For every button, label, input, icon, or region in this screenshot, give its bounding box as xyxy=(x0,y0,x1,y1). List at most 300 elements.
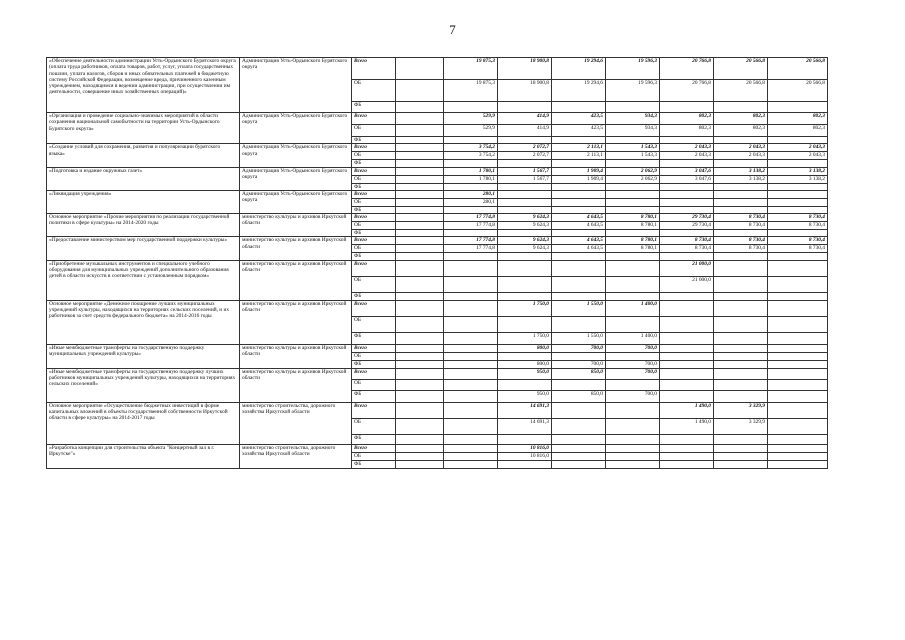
amount-cell: 800,0 xyxy=(498,360,552,368)
amount-cell xyxy=(396,167,444,175)
amount-cell: 10 816,0 xyxy=(498,452,552,460)
amount-cell xyxy=(606,402,660,418)
amount-cell xyxy=(444,352,498,360)
funding-source-label: ФБ xyxy=(352,183,396,190)
amount-cell: 8 780,1 xyxy=(606,222,660,230)
amount-cell xyxy=(396,360,444,368)
funding-source-label: ОБ xyxy=(352,125,396,137)
amount-cell: 8 730,4 xyxy=(768,222,828,230)
amount-cell xyxy=(444,316,498,332)
executor-name: Администрация Усть-Ордынского Бурятского округа xyxy=(240,167,352,190)
amount-cell: 850,0 xyxy=(552,390,606,402)
amount-cell xyxy=(444,206,498,213)
funding-source-label: ОБ xyxy=(352,316,396,332)
amount-cell: 934,3 xyxy=(606,125,660,137)
amount-cell xyxy=(768,137,828,144)
amount-cell xyxy=(552,190,606,198)
amount-cell: 1 780,1 xyxy=(444,175,498,183)
funding-source-label: ОБ xyxy=(352,222,396,230)
amount-cell: 3 138,2 xyxy=(768,167,828,175)
amount-cell: 950,0 xyxy=(498,368,552,379)
amount-cell: 20 566,8 xyxy=(768,58,828,80)
amount-cell: 8 730,4 xyxy=(768,214,828,222)
amount-cell: 20 766,8 xyxy=(660,80,714,102)
amount-cell: 9 624,3 xyxy=(498,214,552,222)
amount-cell xyxy=(396,160,444,167)
amount-cell xyxy=(396,58,444,80)
amount-cell xyxy=(396,402,444,418)
funding-source-label: ФБ xyxy=(352,206,396,213)
amount-cell xyxy=(444,434,498,444)
amount-cell xyxy=(768,390,828,402)
amount-cell xyxy=(606,190,660,198)
amount-cell xyxy=(606,183,660,190)
executor-name: министерство культуры и архивов Иркутской области xyxy=(240,368,352,402)
activity-name: «Предоставление министерством мер государственной поддержки культуры» xyxy=(47,237,240,260)
amount-cell xyxy=(444,344,498,352)
amount-cell: 1 550,0 xyxy=(552,332,606,344)
amount-cell: 700,0 xyxy=(552,344,606,352)
executor-name: министерство культуры и архивов Иркутской области xyxy=(240,237,352,260)
amount-cell xyxy=(444,183,498,190)
amount-cell xyxy=(552,434,606,444)
amount-cell: 8 730,4 xyxy=(768,245,828,253)
funding-source-label: Всего xyxy=(352,190,396,198)
amount-cell: 414,9 xyxy=(498,125,552,137)
amount-cell xyxy=(714,183,768,190)
amount-cell: 3 047,6 xyxy=(660,167,714,175)
amount-cell: 2 072,7 xyxy=(498,144,552,152)
amount-cell: 14 691,3 xyxy=(498,402,552,418)
amount-cell xyxy=(396,175,444,183)
activity-name: «Ликвидация учреждения» xyxy=(47,190,240,213)
amount-cell xyxy=(714,316,768,332)
amount-cell xyxy=(660,368,714,379)
amount-cell xyxy=(552,206,606,213)
amount-cell xyxy=(714,344,768,352)
amount-cell: 2 043,3 xyxy=(768,152,828,160)
amount-cell xyxy=(768,300,828,316)
funding-source-label: ОБ xyxy=(352,198,396,206)
amount-cell: 2 043,3 xyxy=(768,144,828,152)
amount-cell xyxy=(660,198,714,206)
amount-cell: 2 072,7 xyxy=(498,152,552,160)
amount-cell xyxy=(768,260,828,276)
amount-cell xyxy=(444,368,498,379)
amount-cell: 3 754,2 xyxy=(444,144,498,152)
amount-cell: 423,5 xyxy=(552,113,606,125)
activity-name: Основное мероприятие «Денежное поощрение лучших муниципальных учреждений культуры, находящихся на территориях сельских поселений, и их работников за счет средств федерального бюджета» на 2014-2016 годы xyxy=(47,300,240,344)
amount-cell: 700,0 xyxy=(552,360,606,368)
amount-cell xyxy=(498,253,552,260)
amount-cell xyxy=(768,434,828,444)
amount-cell xyxy=(714,137,768,144)
amount-cell xyxy=(396,80,444,102)
amount-cell xyxy=(606,160,660,167)
amount-cell xyxy=(552,379,606,390)
amount-cell: 802,3 xyxy=(714,125,768,137)
amount-cell: 3 138,2 xyxy=(768,175,828,183)
amount-cell xyxy=(714,352,768,360)
amount-cell xyxy=(396,113,444,125)
amount-cell: 8 780,1 xyxy=(606,214,660,222)
amount-cell xyxy=(714,452,768,460)
amount-cell: 29 730,4 xyxy=(660,214,714,222)
funding-source-label: Всего xyxy=(352,113,396,125)
amount-cell xyxy=(714,102,768,113)
amount-cell xyxy=(552,260,606,276)
amount-cell xyxy=(498,137,552,144)
amount-cell: 1 543,3 xyxy=(606,152,660,160)
amount-cell xyxy=(444,292,498,300)
funding-source-label: ОБ xyxy=(352,418,396,434)
table-row xyxy=(47,58,828,80)
amount-cell: 3 047,6 xyxy=(660,175,714,183)
amount-cell xyxy=(552,160,606,167)
amount-cell xyxy=(396,332,444,344)
funding-source-label: Всего xyxy=(352,444,396,452)
amount-cell xyxy=(552,230,606,237)
amount-cell xyxy=(714,434,768,444)
amount-cell: 17 774,8 xyxy=(444,237,498,245)
activity-name: «Иные межбюджетные трансферты на государственную поддержку лучших работников муниципальных учреждений культуры, находящихся на территориях сельских поселений» xyxy=(47,368,240,402)
amount-cell xyxy=(444,452,498,460)
amount-cell xyxy=(396,102,444,113)
amount-cell: 1 550,0 xyxy=(552,300,606,316)
amount-cell xyxy=(606,102,660,113)
amount-cell xyxy=(552,460,606,468)
amount-cell: 19 294,6 xyxy=(552,58,606,80)
amount-cell: 9 624,3 xyxy=(498,245,552,253)
amount-cell: 802,3 xyxy=(768,125,828,137)
amount-cell: 1 750,0 xyxy=(498,300,552,316)
amount-cell: 17 774,8 xyxy=(444,214,498,222)
amount-cell: 1 567,7 xyxy=(498,175,552,183)
executor-name: Администрация Усть-Ордынского Бурятского округа xyxy=(240,58,352,113)
amount-cell xyxy=(606,352,660,360)
funding-source-label: ФБ xyxy=(352,160,396,167)
amount-cell: 8 780,1 xyxy=(606,237,660,245)
amount-cell: 14 691,3 xyxy=(498,418,552,434)
amount-cell xyxy=(498,198,552,206)
amount-cell xyxy=(444,390,498,402)
amount-cell xyxy=(552,183,606,190)
table-row xyxy=(47,113,828,125)
amount-cell xyxy=(606,198,660,206)
amount-cell xyxy=(444,332,498,344)
amount-cell xyxy=(660,360,714,368)
amount-cell: 700,0 xyxy=(606,390,660,402)
amount-cell xyxy=(396,198,444,206)
amount-cell: 17 774,8 xyxy=(444,222,498,230)
funding-source-label: ОБ xyxy=(352,245,396,253)
amount-cell xyxy=(552,276,606,292)
amount-cell xyxy=(498,434,552,444)
amount-cell xyxy=(552,102,606,113)
amount-cell: 2 113,1 xyxy=(552,144,606,152)
amount-cell xyxy=(444,230,498,237)
amount-cell xyxy=(768,253,828,260)
table-row xyxy=(47,402,828,418)
amount-cell xyxy=(396,379,444,390)
executor-name: министерство строительства, дорожного хозяйства Иркутской области xyxy=(240,444,352,468)
amount-cell xyxy=(714,332,768,344)
funding-source-label: Всего xyxy=(352,214,396,222)
amount-cell xyxy=(714,444,768,452)
amount-cell: 21 000,0 xyxy=(660,260,714,276)
table-row xyxy=(47,444,828,452)
amount-cell: 414,9 xyxy=(498,113,552,125)
amount-cell xyxy=(768,379,828,390)
amount-cell xyxy=(768,360,828,368)
amount-cell xyxy=(606,444,660,452)
funding-source-label: Всего xyxy=(352,300,396,316)
amount-cell xyxy=(444,444,498,452)
amount-cell xyxy=(444,418,498,434)
funding-source-label: Всего xyxy=(352,237,396,245)
amount-cell: 1 909,4 xyxy=(552,175,606,183)
amount-cell xyxy=(552,292,606,300)
funding-source-label: ФБ xyxy=(352,102,396,113)
funding-source-label: ФБ xyxy=(352,434,396,444)
amount-cell xyxy=(396,316,444,332)
amount-cell xyxy=(552,198,606,206)
amount-cell xyxy=(714,253,768,260)
amount-cell xyxy=(444,460,498,468)
amount-cell xyxy=(606,316,660,332)
amount-cell xyxy=(768,402,828,418)
amount-cell xyxy=(768,460,828,468)
amount-cell xyxy=(396,452,444,460)
funding-source-label: Всего xyxy=(352,402,396,418)
amount-cell xyxy=(606,137,660,144)
amount-cell: 17 774,8 xyxy=(444,245,498,253)
amount-cell xyxy=(660,253,714,260)
amount-cell: 19 875,3 xyxy=(444,58,498,80)
amount-cell xyxy=(714,390,768,402)
amount-cell: 802,3 xyxy=(660,125,714,137)
funding-source-label: ОБ xyxy=(352,276,396,292)
amount-cell xyxy=(660,444,714,452)
table-row xyxy=(47,260,828,276)
amount-cell xyxy=(768,230,828,237)
amount-cell: 4 643,5 xyxy=(552,222,606,230)
amount-cell: 29 730,4 xyxy=(660,222,714,230)
amount-cell: 700,0 xyxy=(606,368,660,379)
funding-source-label: Всего xyxy=(352,368,396,379)
amount-cell xyxy=(660,292,714,300)
amount-cell: 280,1 xyxy=(444,190,498,198)
amount-cell xyxy=(396,276,444,292)
amount-cell xyxy=(396,237,444,245)
budget-table xyxy=(46,57,828,469)
activity-name: «Создание условий для сохранения, развития и популяризации бурятского языка» xyxy=(47,144,240,167)
activity-name: «Обеспечение деятельности администрации Усть-Ордынского Бурятского округа (оплата труда работников, оплата товаров, работ, услуг, уплата государственных пошлин, уплата налогов, сборов и иных обязательных платежей в бюджетную систему Российской Федерации, возмещение вреда, причиненного казенным учреждением, находящимся в ведении администрации, при осуществлении им деятельности, совершение иных хозяйственных операций)» xyxy=(47,58,240,113)
amount-cell: 802,3 xyxy=(768,113,828,125)
amount-cell: 19 596,3 xyxy=(606,58,660,80)
amount-cell: 802,3 xyxy=(660,113,714,125)
funding-source-label: ОБ xyxy=(352,80,396,102)
funding-source-label: Всего xyxy=(352,167,396,175)
amount-cell xyxy=(396,125,444,137)
amount-cell xyxy=(768,368,828,379)
amount-cell: 8 730,4 xyxy=(714,214,768,222)
amount-cell xyxy=(444,253,498,260)
amount-cell: 529,9 xyxy=(444,125,498,137)
amount-cell: 4 643,5 xyxy=(552,214,606,222)
amount-cell xyxy=(444,137,498,144)
amount-cell xyxy=(498,206,552,213)
executor-name: Администрация Усть-Ордынского Бурятского округа xyxy=(240,144,352,167)
funding-source-label: ФБ xyxy=(352,460,396,468)
amount-cell xyxy=(498,460,552,468)
amount-cell xyxy=(606,260,660,276)
amount-cell: 3 329,9 xyxy=(714,402,768,418)
amount-cell xyxy=(660,316,714,332)
amount-cell xyxy=(444,402,498,418)
funding-source-label: ФБ xyxy=(352,230,396,237)
amount-cell xyxy=(660,137,714,144)
amount-cell xyxy=(768,444,828,452)
amount-cell xyxy=(498,316,552,332)
amount-cell: 3 138,2 xyxy=(714,167,768,175)
amount-cell xyxy=(552,253,606,260)
amount-cell xyxy=(714,379,768,390)
amount-cell xyxy=(552,352,606,360)
amount-cell xyxy=(396,292,444,300)
amount-cell: 8 730,4 xyxy=(714,237,768,245)
amount-cell: 2 043,3 xyxy=(660,144,714,152)
amount-cell: 1 780,1 xyxy=(444,167,498,175)
funding-source-label: Всего xyxy=(352,344,396,352)
amount-cell xyxy=(768,160,828,167)
amount-cell xyxy=(498,292,552,300)
amount-cell xyxy=(498,190,552,198)
amount-cell xyxy=(444,102,498,113)
activity-name: «Разработка концепции для строительства объекта "Концертный зал в г. Иркутске"» xyxy=(47,444,240,468)
amount-cell xyxy=(606,460,660,468)
funding-source-label: ОБ xyxy=(352,379,396,390)
amount-cell xyxy=(714,198,768,206)
amount-cell xyxy=(660,452,714,460)
amount-cell xyxy=(552,444,606,452)
amount-cell xyxy=(660,160,714,167)
amount-cell xyxy=(660,230,714,237)
amount-cell xyxy=(396,152,444,160)
amount-cell xyxy=(714,160,768,167)
amount-cell xyxy=(498,276,552,292)
funding-source-label: ФБ xyxy=(352,360,396,368)
amount-cell xyxy=(396,418,444,434)
table-row xyxy=(47,368,828,379)
amount-cell: 21 000,0 xyxy=(660,276,714,292)
amount-cell: 1 400,0 xyxy=(606,300,660,316)
amount-cell xyxy=(396,444,444,452)
amount-cell: 2 062,9 xyxy=(606,167,660,175)
amount-cell xyxy=(396,206,444,213)
funding-source-label: Всего xyxy=(352,58,396,80)
amount-cell xyxy=(768,352,828,360)
amount-cell: 8 730,4 xyxy=(660,245,714,253)
amount-cell: 1 490,0 xyxy=(660,418,714,434)
amount-cell: 800,0 xyxy=(498,344,552,352)
amount-cell xyxy=(768,316,828,332)
amount-cell: 8 730,4 xyxy=(660,237,714,245)
activity-name: Основное мероприятие «Осуществление бюджетных инвестиций в форме капитальных вложений в объекты государственной собственности Иркутской области в сфере культуры» на 2014-2017 годы xyxy=(47,402,240,444)
amount-cell xyxy=(660,190,714,198)
executor-name: министерство культуры и архивов Иркутской области xyxy=(240,344,352,368)
amount-cell: 4 643,5 xyxy=(552,245,606,253)
amount-cell: 700,0 xyxy=(606,360,660,368)
funding-source-label: ФБ xyxy=(352,253,396,260)
amount-cell: 2 113,1 xyxy=(552,152,606,160)
amount-cell xyxy=(768,344,828,352)
amount-cell xyxy=(396,214,444,222)
amount-cell: 2 043,3 xyxy=(660,152,714,160)
amount-cell: 700,0 xyxy=(606,344,660,352)
amount-cell xyxy=(606,418,660,434)
table-row xyxy=(47,300,828,316)
amount-cell: 850,0 xyxy=(552,368,606,379)
funding-source-label: ОБ xyxy=(352,352,396,360)
amount-cell xyxy=(396,390,444,402)
amount-cell xyxy=(396,368,444,379)
amount-cell xyxy=(396,260,444,276)
funding-source-label: ФБ xyxy=(352,390,396,402)
amount-cell xyxy=(444,379,498,390)
amount-cell: 2 062,9 xyxy=(606,175,660,183)
amount-cell xyxy=(606,253,660,260)
amount-cell xyxy=(768,418,828,434)
amount-cell xyxy=(714,460,768,468)
amount-cell xyxy=(444,160,498,167)
amount-cell xyxy=(396,434,444,444)
amount-cell xyxy=(606,434,660,444)
amount-cell xyxy=(660,102,714,113)
amount-cell: 19 596,3 xyxy=(606,80,660,102)
amount-cell xyxy=(396,137,444,144)
amount-cell: 529,9 xyxy=(444,113,498,125)
amount-cell xyxy=(660,434,714,444)
amount-cell xyxy=(396,230,444,237)
table-row xyxy=(47,237,828,245)
amount-cell: 2 043,3 xyxy=(714,152,768,160)
amount-cell xyxy=(498,260,552,276)
executor-name: Администрация Усть-Ордынского Бурятского округа xyxy=(240,113,352,144)
amount-cell: 3 329,9 xyxy=(714,418,768,434)
amount-cell: 20 566,8 xyxy=(714,58,768,80)
table-row xyxy=(47,167,828,175)
executor-name: министерство культуры и архивов Иркутской области xyxy=(240,260,352,300)
amount-cell: 1 543,3 xyxy=(606,144,660,152)
amount-cell: 9 624,3 xyxy=(498,237,552,245)
amount-cell xyxy=(396,183,444,190)
amount-cell: 20 566,8 xyxy=(768,80,828,102)
funding-source-label: Всего xyxy=(352,260,396,276)
amount-cell xyxy=(498,379,552,390)
amount-cell xyxy=(606,276,660,292)
amount-cell xyxy=(396,253,444,260)
amount-cell: 18 900,8 xyxy=(498,58,552,80)
amount-cell: 1 490,0 xyxy=(660,402,714,418)
amount-cell xyxy=(606,292,660,300)
amount-cell xyxy=(660,379,714,390)
activity-name: Основное мероприятие «Прочие мероприятия по реализации государственной политики в сфере культуры» на 2014-2020 годы xyxy=(47,214,240,237)
amount-cell xyxy=(552,452,606,460)
amount-cell: 2 043,3 xyxy=(714,144,768,152)
amount-cell: 4 643,5 xyxy=(552,237,606,245)
amount-cell xyxy=(660,332,714,344)
